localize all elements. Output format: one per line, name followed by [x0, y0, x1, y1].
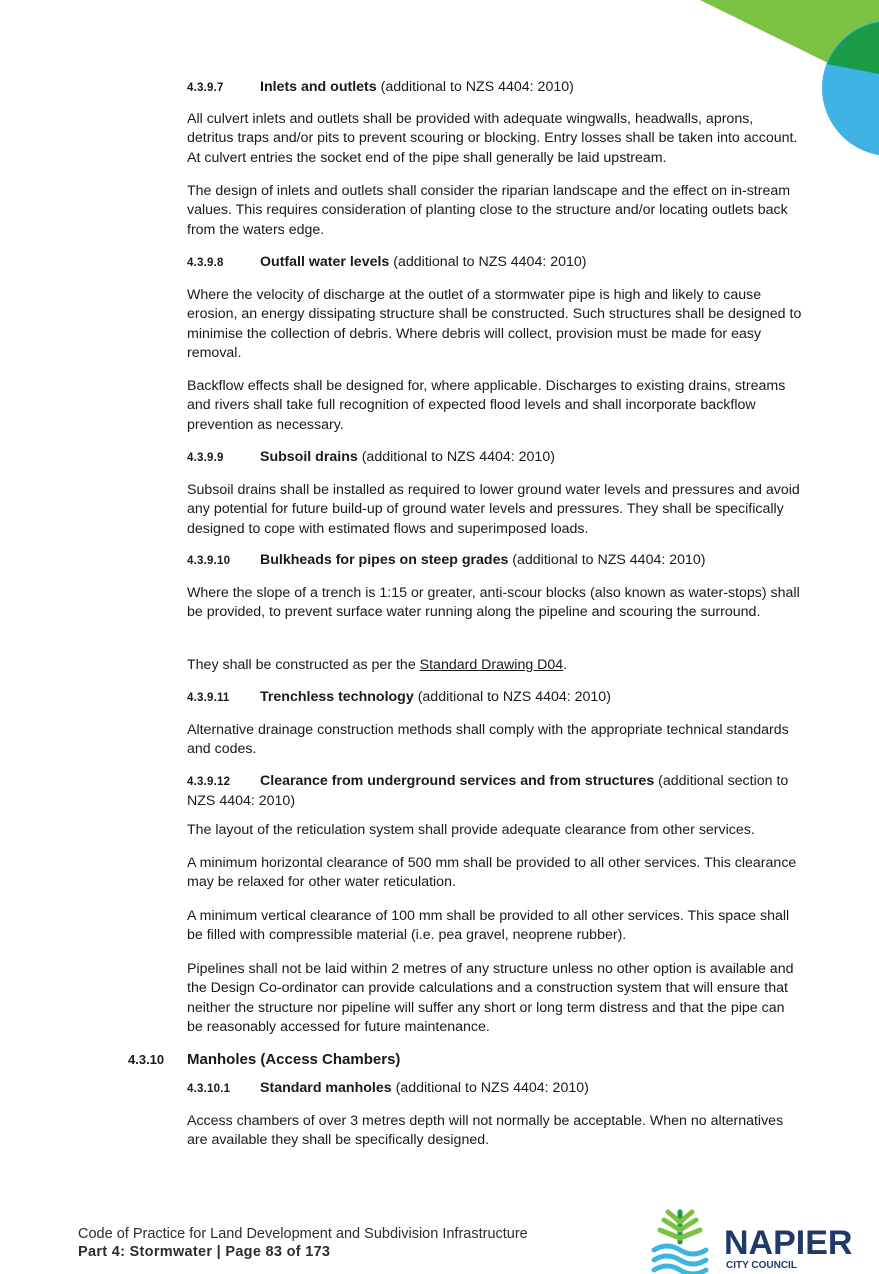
logo-emblem-icon	[654, 1212, 706, 1274]
paragraph: A minimum vertical clearance of 100 mm shall be provided to all other services. This space shall be filled with compressible material (i.e. pea gravel, neoprene rubber).	[187, 908, 790, 944]
paragraph: Where the slope of a trench is 1:15 or greater, anti-scour blocks (also known as water-stops) shall be provided, to prevent surface water running along the pipeline and scouring the surround.	[187, 585, 800, 621]
paragraph: Backflow effects shall be designed for, where applicable. Discharges to existing drains, streams and rivers shall take full recognition of expected flood levels and shall incorporate backflow prevention as necessary.	[187, 378, 786, 433]
heading-4-3-9-10: 4.3.9.10 Bulkheads for pipes on steep grades (additional to NZS 4404: 2010)	[187, 552, 706, 568]
footer-document-title: Code of Practice for Land Development and Subdivision Infrastructure	[78, 1226, 528, 1242]
paragraph: Subsoil drains shall be installed as required to lower ground water levels and pressures and avoid any potential for future build-up of ground water levels and pressures. They shall be specifically designed to cope with estimated flows and superimposed loads.	[187, 482, 800, 537]
heading-4-3-9-11: 4.3.9.11 Trenchless technology (additional to NZS 4404: 2010)	[187, 689, 611, 705]
paragraph: They shall be constructed as per the Standard Drawing D04.	[187, 657, 568, 673]
heading-4-3-10: 4.3.10 Manholes (Access Chambers)	[128, 1051, 401, 1068]
heading-4-3-10-1: 4.3.10.1 Standard manholes (additional to NZS 4404: 2010)	[187, 1080, 589, 1096]
paragraph: All culvert inlets and outlets shall be provided with adequate wingwalls, headwalls, aprons, detritus traps and/or pits to prevent scouring or blocking. Entry losses shall be taken into account. At culvert entries the socket end of the pipe shall generally be laid upstream.	[187, 111, 798, 166]
paragraph: Access chambers of over 3 metres depth will not normally be acceptable. When no alternatives are available they shall be specifically designed.	[187, 1113, 784, 1149]
heading-4-3-9-9: 4.3.9.9 Subsoil drains (additional to NZS 4404: 2010)	[187, 449, 555, 465]
paragraph: Pipelines shall not be laid within 2 metres of any structure unless no other option is available and the Design Co-ordinator can provide calculations and a construction system that will ensure that neither the structure nor pipeline will suffer any short or long term distress and that the pipe can be reasonably accessed for future maintenance.	[187, 961, 794, 1035]
paragraph: The layout of the reticulation system shall provide adequate clearance from other services.	[187, 822, 755, 838]
logo-name: NAPIER	[724, 1224, 853, 1262]
paragraph: A minimum horizontal clearance of 500 mm shall be provided to all other services. This clearance may be relaxed for other water reticulation.	[187, 855, 797, 891]
heading-4-3-9-12: 4.3.9.12 Clearance from underground services and from structures (additional section to NZS 4404: 2010)	[187, 773, 789, 809]
paragraph: The design of inlets and outlets shall consider the riparian landscape and the effect on in-stream values. This requires consideration of planting close to the structure and/or locating outlets back from the waters edge.	[187, 183, 791, 238]
logo-subtitle: CITY COUNCIL	[726, 1260, 797, 1271]
heading-4-3-9-8: 4.3.9.8 Outfall water levels (additional to NZS 4404: 2010)	[187, 254, 587, 270]
footer-page-info: Part 4: Stormwater | Page 83 of 173	[78, 1244, 331, 1260]
napier-city-council-logo	[648, 1208, 858, 1274]
heading-4-3-9-7: 4.3.9.7 Inlets and outlets (additional to NZS 4404: 2010)	[187, 79, 574, 95]
paragraph: Where the velocity of discharge at the outlet of a stormwater pipe is high and likely to cause erosion, an energy dissipating structure shall be constructed. Such structures shall be designed to minimise the collection of debris. Where debris will collect, provision must be made for easy removal.	[187, 287, 802, 361]
paragraph: Alternative drainage construction methods shall comply with the appropriate technical standards and codes.	[187, 722, 789, 758]
standard-drawing-d04-link[interactable]: Standard Drawing D04	[419, 657, 564, 673]
